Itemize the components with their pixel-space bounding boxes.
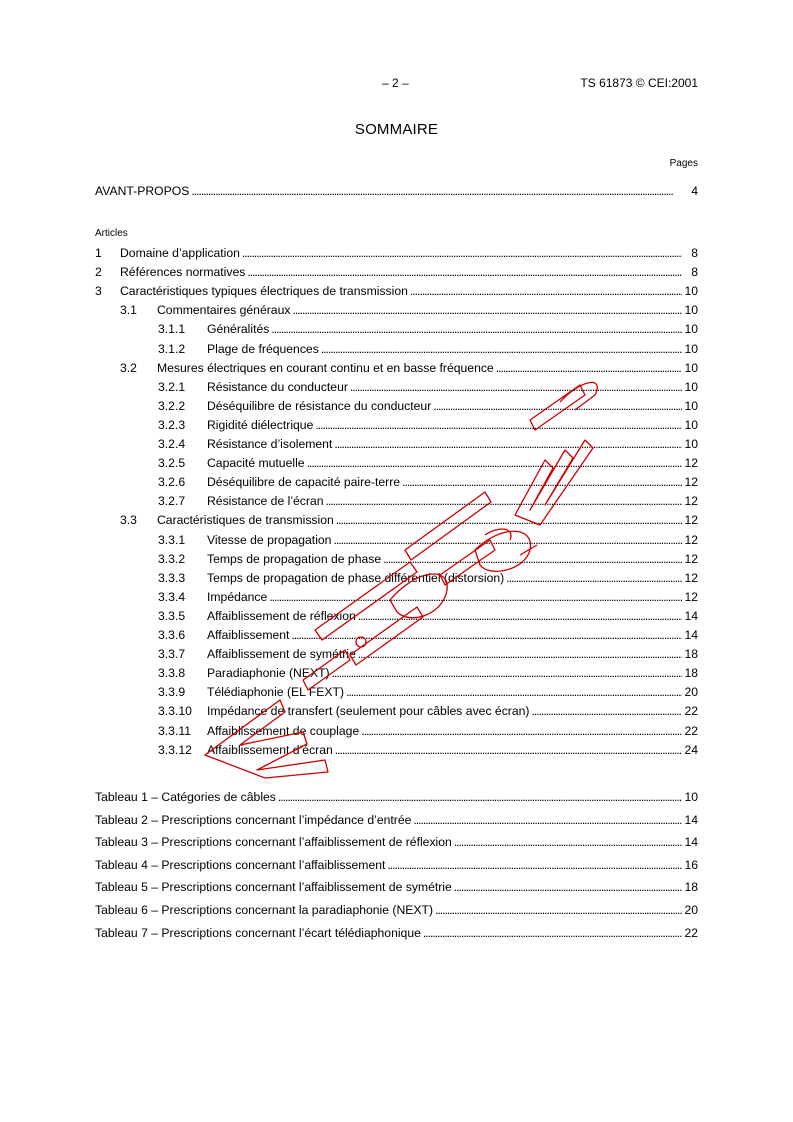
leader-dots <box>315 417 682 433</box>
leader-dots <box>334 436 682 452</box>
toc-entry-text: Capacité mutuelle <box>207 456 305 471</box>
leader-dots <box>413 812 682 828</box>
toc-entry-page: 20 <box>684 903 698 917</box>
toc-entry-number: 3.2.5 <box>158 456 186 471</box>
leader-dots <box>531 703 682 719</box>
toc-entry[interactable] <box>95 417 698 433</box>
toc-entry[interactable] <box>95 723 698 739</box>
toc-entry-text: Caractéristiques typiques électriques de transmission <box>120 284 408 299</box>
toc-entry[interactable] <box>95 379 698 395</box>
leader-dots <box>454 834 682 850</box>
toc-entry-page: 10 <box>684 303 698 318</box>
toc-entry[interactable] <box>95 570 698 586</box>
leader-dots <box>336 512 682 528</box>
toc-table-entry[interactable] <box>95 902 698 918</box>
toc-entry-number: 1 <box>95 246 102 260</box>
toc-entry-page: 14 <box>684 608 698 623</box>
toc-entry-page: 8 <box>691 246 698 260</box>
toc-entry[interactable] <box>95 245 698 261</box>
toc-entry-text: Impédance <box>207 589 268 604</box>
toc-table-entry[interactable] <box>95 789 698 805</box>
leader-dots <box>435 902 682 918</box>
toc-entry[interactable] <box>95 398 698 414</box>
page-number: – 2 – <box>382 76 409 90</box>
toc-entry-page: 8 <box>691 265 698 280</box>
toc-entry-text: Résistance de l’écran <box>207 494 324 509</box>
toc-entry-number: 3.3.7 <box>158 647 186 662</box>
leader-dots <box>402 474 682 490</box>
leader-dots <box>191 183 682 199</box>
toc-entry-page: 10 <box>684 398 698 413</box>
leader-dots <box>278 789 682 805</box>
toc-entry[interactable] <box>95 608 698 624</box>
leader-dots <box>506 570 682 586</box>
toc-entry[interactable] <box>95 742 698 758</box>
leader-dots <box>410 283 682 299</box>
toc-entry-text: Mesures électriques en courant continu et en basse fréquence <box>157 360 494 375</box>
toc-entry-text: Références normatives <box>120 265 246 280</box>
toc-entry-text: Rigidité diélectrique <box>207 417 314 432</box>
toc-entry-number: 3.3.12 <box>158 742 192 757</box>
toc-entry-text: Temps de propagation de phase <box>207 551 382 566</box>
toc-entry[interactable] <box>95 360 698 376</box>
toc-table-entry[interactable] <box>95 834 698 850</box>
toc-entry[interactable] <box>95 627 698 643</box>
toc-entry[interactable] <box>95 321 698 337</box>
leader-dots <box>358 646 682 662</box>
toc-entry-page: 22 <box>684 925 698 940</box>
toc-entry-page: 16 <box>684 857 698 872</box>
toc-entry-text: Télédiaphonie (EL FEXT) <box>207 685 345 700</box>
toc-entry-text: Tableau 7 – Prescriptions concernant l’écart télédiaphonique <box>95 925 421 940</box>
leader-dots <box>454 879 682 895</box>
toc-entry-text: Tableau 1 – Catégories de câbles <box>95 790 276 804</box>
toc-entry-number: 3.3.5 <box>158 608 186 623</box>
leader-dots <box>333 532 682 548</box>
leader-dots <box>291 627 682 643</box>
toc-entry[interactable] <box>95 302 698 318</box>
leader-dots <box>383 551 682 567</box>
toc-entry-text: Impédance de transfert (seulement pour câbles avec écran) <box>207 704 530 719</box>
toc-entry-page: 24 <box>684 742 698 757</box>
leader-dots <box>358 608 682 624</box>
toc-entry-page: 12 <box>684 570 698 585</box>
leader-dots <box>242 245 682 261</box>
toc-entry[interactable] <box>95 283 698 299</box>
toc-entry-text: Tableau 2 – Prescriptions concernant l’impédance d’entrée <box>95 812 412 827</box>
document-reference: TS 61873 © CEI:2001 <box>580 76 698 90</box>
toc-entry-number: 3.3.2 <box>158 551 186 566</box>
toc-entry-page: 10 <box>684 437 698 451</box>
toc-entry-text: Domaine d’application <box>120 246 240 260</box>
toc-entry-number: 3.2.7 <box>158 494 186 509</box>
toc-entry-page: 12 <box>684 551 698 566</box>
toc-entry-number: 3.3.8 <box>158 666 186 681</box>
toc-entry-page: 14 <box>684 835 698 850</box>
toc-entry-number: 3.2.6 <box>158 475 186 490</box>
articles-label: Articles <box>95 228 128 239</box>
toc-entry[interactable] <box>95 341 698 357</box>
toc-entry-text: AVANT-PROPOS <box>95 184 190 198</box>
toc-entry-page: 12 <box>684 475 698 490</box>
toc-entry-text: Tableau 4 – Prescriptions concernant l’affaiblissement <box>95 857 386 872</box>
toc-entry-number: 3.3.3 <box>158 570 186 585</box>
toc-entry-number: 3.3.10 <box>158 704 192 719</box>
leader-dots <box>335 742 682 758</box>
leader-dots <box>423 925 682 941</box>
toc-entry-page: 20 <box>684 685 698 700</box>
toc-entry-number: 3.3.1 <box>158 532 186 547</box>
toc-entry-number: 3 <box>95 284 102 299</box>
toc-entry[interactable] <box>95 532 698 548</box>
leader-dots <box>350 379 682 395</box>
leader-dots <box>326 493 682 509</box>
toc-entry[interactable] <box>95 665 698 681</box>
toc-entry-page: 10 <box>684 322 698 337</box>
toc-entry[interactable] <box>95 183 698 199</box>
toc-entry[interactable] <box>95 264 698 280</box>
toc-entry-number: 3.2.2 <box>158 398 186 413</box>
leader-dots <box>496 360 682 376</box>
toc-table-entry[interactable] <box>95 925 698 941</box>
toc-entry-text: Résistance d’isolement <box>207 437 333 451</box>
toc-entry[interactable] <box>95 474 698 490</box>
toc-entry-text: Caractéristiques de transmission <box>157 513 334 528</box>
toc-entry-page: 22 <box>684 723 698 738</box>
toc-entry[interactable] <box>95 684 698 700</box>
toc-entry-page: 10 <box>684 417 698 432</box>
toc-entry-text: Tableau 6 – Prescriptions concernant la paradiaphonie (NEXT) <box>95 903 434 917</box>
toc-entry-text: Paradiaphonie (NEXT) <box>207 666 330 681</box>
toc-entry-text: Généralités <box>207 322 270 337</box>
page-title: SOMMAIRE <box>354 121 439 138</box>
toc-entry-text: Commentaires généraux <box>157 303 291 318</box>
toc-entry-text: Déséquilibre de résistance du conducteur <box>207 398 432 413</box>
leader-dots <box>361 723 682 739</box>
toc-entry[interactable] <box>95 493 698 509</box>
toc-entry-text: Affaiblissement <box>207 628 290 642</box>
toc-entry-number: 3.3.4 <box>158 589 186 604</box>
toc-table-entry[interactable] <box>95 857 698 873</box>
toc-entry-page: 10 <box>684 790 698 804</box>
leader-dots <box>433 398 682 414</box>
toc-entry-page: 12 <box>684 456 698 471</box>
toc-entry[interactable] <box>95 646 698 662</box>
toc-entry-text: Affaiblissement d’écran <box>207 742 333 757</box>
toc-entry-number: 3.1.2 <box>158 341 186 356</box>
toc-entry-page: 12 <box>684 589 698 604</box>
toc-entry-number: 3.1 <box>120 303 137 318</box>
leader-dots <box>387 857 682 873</box>
leader-dots <box>332 665 682 681</box>
leader-dots <box>271 321 682 337</box>
toc-entry-text: Affaiblissement de symétrie <box>207 647 356 662</box>
toc-entry-text: Tableau 3 – Prescriptions concernant l’affaiblissement de réflexion <box>95 835 452 850</box>
toc-entry-text: Plage de fréquences <box>207 341 319 356</box>
toc-entry-page: 10 <box>684 379 698 394</box>
toc-entry-page: 18 <box>684 647 698 662</box>
toc-table-entry[interactable] <box>95 812 698 828</box>
toc-table-entry[interactable] <box>95 879 698 895</box>
toc-entry[interactable] <box>95 512 698 528</box>
toc-entry-page: 22 <box>684 704 698 719</box>
toc-entry-page: 12 <box>684 513 698 528</box>
toc-entry-number: 3.2.1 <box>158 379 186 394</box>
toc-entry-number: 3.2 <box>120 360 137 375</box>
toc-entry-number: 3.3.9 <box>158 685 186 700</box>
toc-entry-number: 3.3.11 <box>158 723 191 738</box>
toc-entry-page: 10 <box>684 360 698 375</box>
toc-entry[interactable] <box>95 436 698 452</box>
toc-entry-page: 10 <box>684 284 698 299</box>
toc-entry-page: 14 <box>684 628 698 642</box>
toc-entry-page: 12 <box>684 494 698 509</box>
pages-column-label: Pages <box>669 158 698 169</box>
toc-entry-number: 3.3.6 <box>158 628 186 642</box>
toc-entry[interactable] <box>95 455 698 471</box>
toc-entry-text: Tableau 5 – Prescriptions concernant l’affaiblissement de symétrie <box>95 880 452 895</box>
toc-entry-page: 18 <box>684 880 698 895</box>
toc-entry-text: Vitesse de propagation <box>207 532 332 547</box>
toc-entry[interactable] <box>95 551 698 567</box>
leader-dots <box>346 684 682 700</box>
toc-entry-text: Affaiblissement de couplage <box>207 723 360 738</box>
toc-entry[interactable] <box>95 703 698 719</box>
toc-entry-number: 3.2.4 <box>158 437 186 451</box>
toc-entry-number: 3.1.1 <box>158 322 186 337</box>
leader-dots <box>321 341 682 357</box>
leader-dots <box>269 589 682 605</box>
leader-dots <box>292 302 682 318</box>
toc-entry-text: Déséquilibre de capacité paire-terre <box>207 475 401 490</box>
toc-entry-text: Résistance du conducteur <box>207 379 348 394</box>
toc-entry-page: 12 <box>684 532 698 547</box>
toc-entry-page: 18 <box>684 666 698 681</box>
leader-dots <box>247 264 682 280</box>
toc-entry-text: Affaiblissement de réflexion <box>207 608 356 623</box>
toc-entry-page: 10 <box>684 341 698 356</box>
leader-dots <box>307 455 682 471</box>
toc-entry-number: 3.2.3 <box>158 417 186 432</box>
toc-entry-number: 3.3 <box>120 513 137 528</box>
toc-entry-page: 14 <box>684 812 698 827</box>
toc-entry-page: 4 <box>691 184 698 198</box>
toc-entry-number: 2 <box>95 265 102 280</box>
toc-entry[interactable] <box>95 589 698 605</box>
toc-entry-text: Temps de propagation de phase différentiel (distorsion) <box>207 570 505 585</box>
